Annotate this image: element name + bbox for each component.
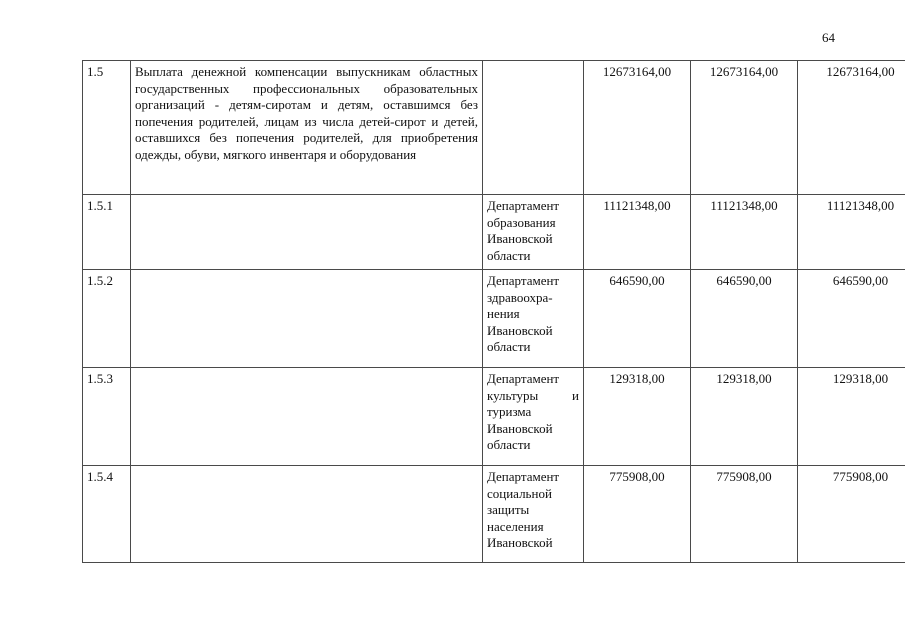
row-description xyxy=(131,195,483,270)
row-value-3: 12673164,00 xyxy=(798,61,905,195)
row-code: 1.5.4 xyxy=(83,466,131,563)
row-value-2: 775908,00 xyxy=(691,466,798,563)
row-value-3: 11121348,00 xyxy=(798,195,905,270)
row-value-3: 646590,00 xyxy=(798,270,905,368)
row-value-1: 11121348,00 xyxy=(584,195,691,270)
row-value-3: 775908,00 xyxy=(798,466,905,563)
table-row xyxy=(83,466,905,563)
row-description xyxy=(131,270,483,368)
row-code: 1.5.2 xyxy=(83,270,131,368)
page-number: 64 xyxy=(822,30,835,45)
row-code: 1.5.3 xyxy=(83,368,131,466)
row-organization xyxy=(483,61,584,195)
row-value-3: 129318,00 xyxy=(798,368,905,466)
row-description xyxy=(131,368,483,466)
row-description xyxy=(131,466,483,563)
row-description: Выплата денежной компенсации выпускникам областных государственных профессиональных образовательных организаций - детям-сиротам и детям, оставшимся без попечения родителей, лицам из числа детей-сирот и детей, оставшихся без попечения родителей, для приобретения одежды, обуви, мягкого инвентаря и оборудования xyxy=(131,61,483,195)
row-value-1: 646590,00 xyxy=(584,270,691,368)
table-row xyxy=(83,195,905,270)
row-value-1: 775908,00 xyxy=(584,466,691,563)
table-row xyxy=(83,368,905,466)
row-organization: Департамент здравоохра-нения Ивановской области xyxy=(483,270,584,368)
row-value-2: 129318,00 xyxy=(691,368,798,466)
row-organization: Департамент социальной защиты населения Ивановской xyxy=(483,466,584,563)
table-row xyxy=(83,61,905,195)
row-value-1: 12673164,00 xyxy=(584,61,691,195)
row-value-1: 129318,00 xyxy=(584,368,691,466)
row-code: 1.5 xyxy=(83,61,131,195)
budget-table xyxy=(82,60,905,563)
table-row xyxy=(83,270,905,368)
row-value-2: 646590,00 xyxy=(691,270,798,368)
row-value-2: 12673164,00 xyxy=(691,61,798,195)
row-organization: Департамент образования Ивановской области xyxy=(483,195,584,270)
row-organization: Департамент культуры и туризма Ивановской области xyxy=(483,368,584,466)
row-value-2: 11121348,00 xyxy=(691,195,798,270)
row-code: 1.5.1 xyxy=(83,195,131,270)
